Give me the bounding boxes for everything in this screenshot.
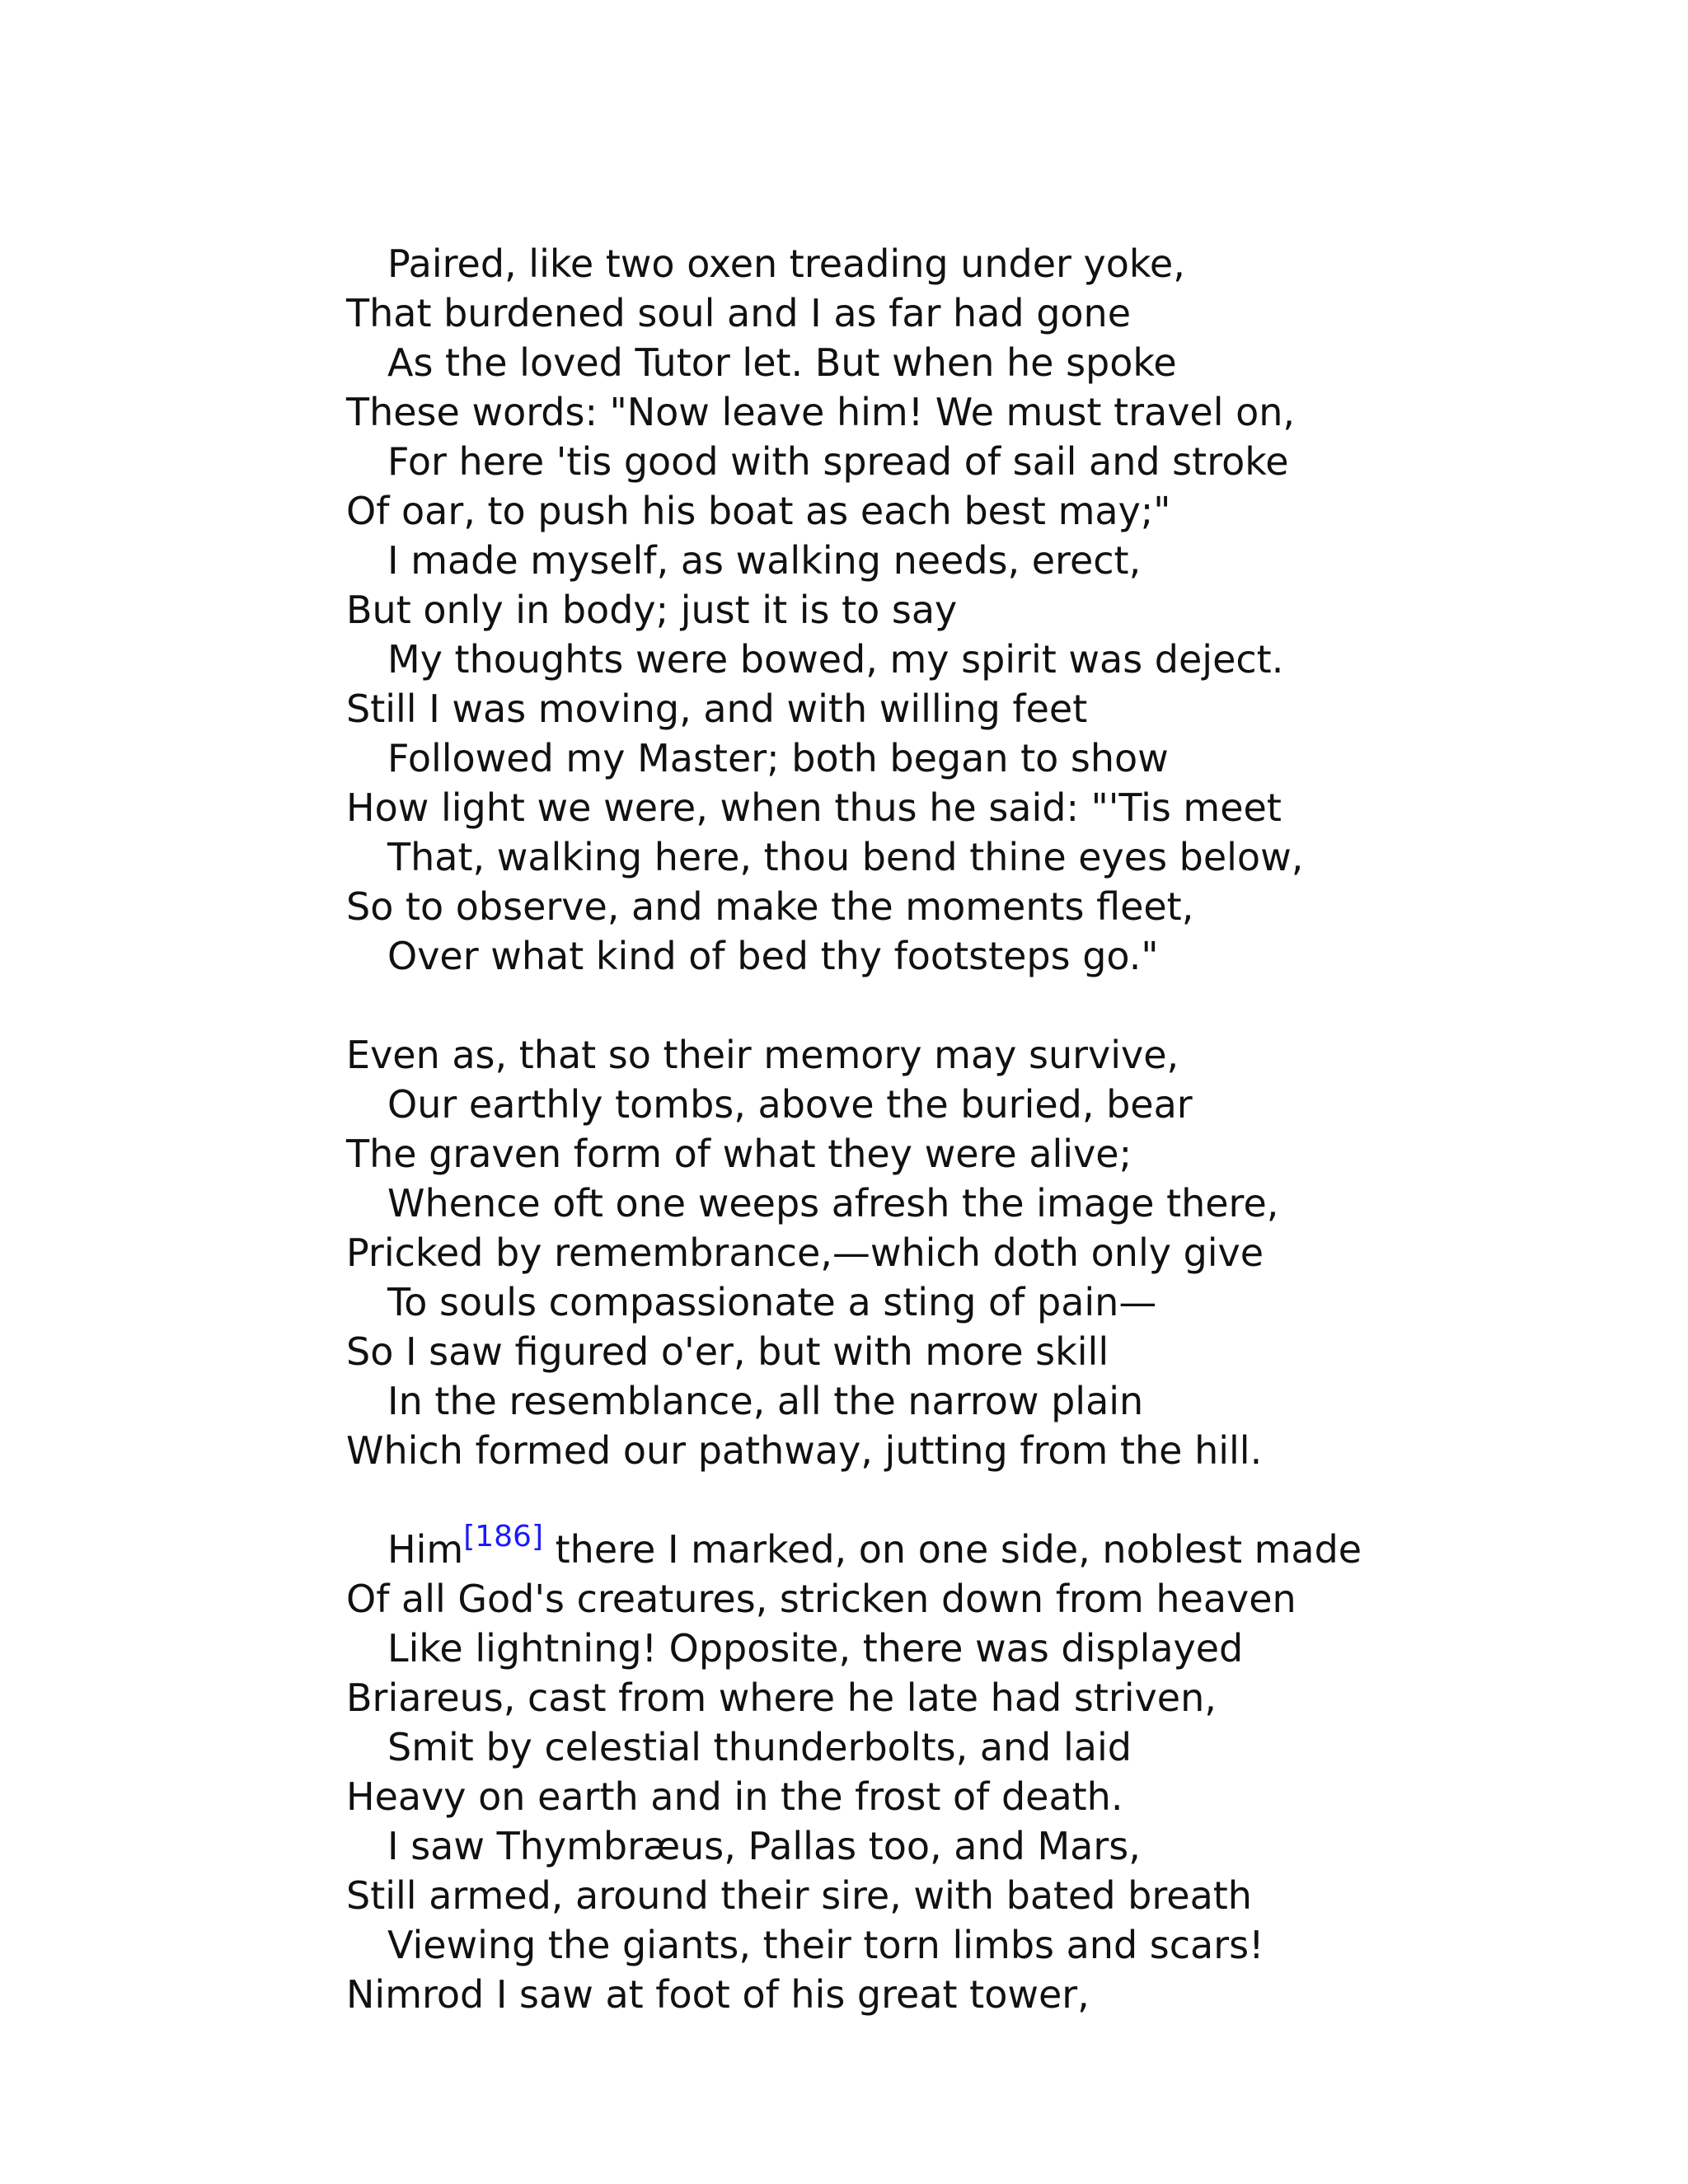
- verse-line: [346, 1426, 1632, 1475]
- verse-text: Paired, like two oxen treading under yoke,: [387, 241, 1185, 286]
- verse-line: [346, 733, 1632, 783]
- verse-text: So I saw figured o'er, but with more skill: [346, 1329, 1109, 1374]
- verse-text: But only in body; just it is to say: [346, 588, 958, 632]
- poem-text: [346, 239, 1632, 2017]
- verse-line: [346, 635, 1632, 684]
- stanza: [346, 239, 1632, 981]
- verse-line: [346, 486, 1632, 536]
- verse-line: [346, 1821, 1632, 1871]
- stanza: [346, 1030, 1632, 1475]
- verse-text: Smit by celestial thunderbolts, and laid: [387, 1725, 1132, 1769]
- verse-text: there I marked, on one side, noblest made: [543, 1527, 1362, 1572]
- verse-line: [346, 437, 1632, 486]
- verse-line: [346, 832, 1632, 882]
- verse-line: [346, 239, 1632, 288]
- verse-line: [346, 387, 1632, 437]
- verse-line: [346, 1327, 1632, 1376]
- verse-text: I saw Thymbræus, Pallas too, and Mars,: [387, 1824, 1141, 1868]
- verse-text: So to observe, and make the moments fleet,: [346, 884, 1194, 929]
- stanza: [346, 1520, 1632, 2019]
- verse-text: Viewing the giants, their torn limbs and scars!: [387, 1923, 1264, 1967]
- verse-line: [346, 338, 1632, 387]
- verse-line: [346, 1871, 1632, 1920]
- verse-line: [346, 783, 1632, 832]
- verse-line: [346, 1228, 1632, 1277]
- verse-text: My thoughts were bowed, my spirit was deject.: [387, 637, 1284, 682]
- verse-text: The graven form of what they were alive;: [346, 1132, 1132, 1176]
- verse-line: [346, 1030, 1632, 1080]
- verse-text: Of all God's creatures, stricken down from heaven: [346, 1577, 1296, 1621]
- verse-text: Even as, that so their memory may survive,: [346, 1033, 1179, 1077]
- verse-text: Nimrod I saw at foot of his great tower,: [346, 1972, 1090, 2017]
- verse-line: [346, 288, 1632, 338]
- verse-text: Our earthly tombs, above the buried, bear: [387, 1082, 1193, 1127]
- verse-text: That, walking here, thou bend thine eyes below,: [387, 835, 1304, 879]
- verse-text: For here 'tis good with spread of sail and stroke: [387, 439, 1289, 484]
- verse-line: [346, 1772, 1632, 1821]
- verse-line: [346, 1376, 1632, 1426]
- verse-text: Still armed, around their sire, with bated breath: [346, 1873, 1252, 1918]
- verse-text: Still I was moving, and with willing feet: [346, 687, 1088, 731]
- verse-text: As the loved Tutor let. But when he spoke: [387, 340, 1177, 385]
- footnote-link[interactable]: [186]: [463, 1520, 543, 1554]
- verse-line: [346, 1574, 1632, 1624]
- verse-text: How light we were, when thus he said: "'Tis meet: [346, 785, 1282, 830]
- verse-text: Followed my Master; both began to show: [387, 736, 1169, 780]
- verse-line: [346, 931, 1632, 981]
- verse-line: [346, 1179, 1632, 1228]
- verse-text: Pricked by remembrance,—which doth only give: [346, 1230, 1264, 1275]
- verse-line: [346, 536, 1632, 585]
- verse-text: Whence oft one weeps afresh the image there,: [387, 1181, 1279, 1226]
- verse-text: To souls compassionate a sting of pain—: [387, 1280, 1157, 1324]
- verse-text: In the resemblance, all the narrow plain: [387, 1379, 1144, 1423]
- verse-text: Him: [387, 1527, 464, 1572]
- verse-line: [346, 1080, 1632, 1129]
- verse-line: [346, 585, 1632, 635]
- verse-text: Of oar, to push his boat as each best may;": [346, 489, 1171, 533]
- verse-line: [346, 882, 1632, 931]
- verse-line: [346, 1129, 1632, 1179]
- verse-line: [346, 1673, 1632, 1722]
- verse-text: I made myself, as walking needs, erect,: [387, 538, 1142, 583]
- verse-text: Which formed our pathway, jutting from the hill.: [346, 1428, 1263, 1473]
- verse-line: [346, 1520, 1632, 1574]
- verse-text: Like lightning! Opposite, there was displayed: [387, 1626, 1244, 1671]
- verse-text: Heavy on earth and in the frost of death.: [346, 1774, 1123, 1819]
- verse-line: [346, 1722, 1632, 1772]
- verse-line: [346, 1970, 1632, 2019]
- verse-line: [346, 684, 1632, 733]
- verse-text: That burdened soul and I as far had gone: [346, 291, 1132, 335]
- verse-text: Over what kind of bed thy footsteps go.": [387, 934, 1159, 978]
- verse-line: [346, 1920, 1632, 1970]
- verse-line: [346, 1624, 1632, 1673]
- verse-text: These words: "Now leave him! We must travel on,: [346, 390, 1296, 434]
- verse-line: [346, 1277, 1632, 1327]
- verse-text: Briareus, cast from where he late had striven,: [346, 1675, 1217, 1720]
